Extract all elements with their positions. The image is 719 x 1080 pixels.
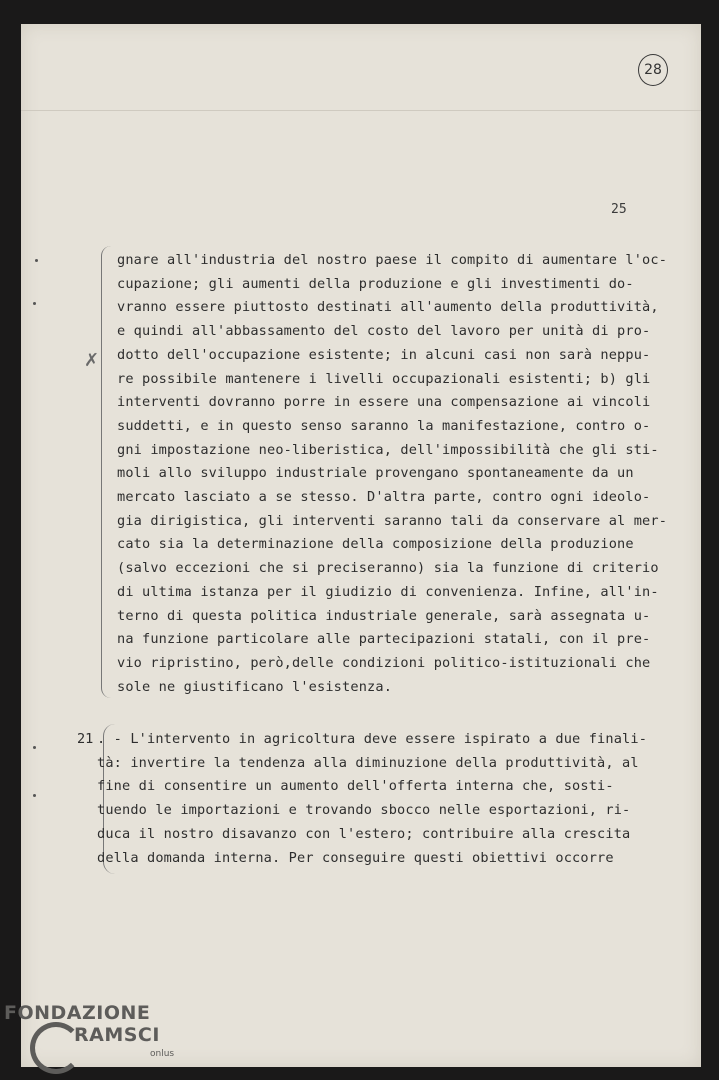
fondazione-gramsci-watermark: FONDAZIONE RAMSCI onlus (4, 1000, 184, 1080)
text-line: mercato lasciato a se stesso. D'altra parte, contro ogni ideolo- (117, 489, 651, 505)
text-line: duca il nostro disavanzo con l'estero; contribuire alla crescita (97, 825, 631, 842)
paragraph-number: 21 (77, 731, 94, 747)
text-line: . - L'intervento in agricoltura deve essere ispirato a due finali- (97, 731, 648, 747)
page-fold-line (21, 110, 701, 111)
margin-bracket (101, 246, 114, 698)
page-number: 25 (611, 202, 627, 217)
text-line: cato sia la determinazione della composizione della produzione (117, 536, 634, 553)
archive-page-number: 28 (638, 54, 668, 86)
margin-dot (33, 746, 36, 749)
margin-cross-mark: ✗ (84, 350, 100, 371)
document-page (21, 24, 701, 1067)
margin-dot (33, 302, 36, 305)
text-line: e quindi all'abbassamento del costo del lavoro per unità di pro- (117, 323, 651, 340)
margin-dot (33, 794, 36, 797)
text-line: (salvo eccezioni che si preciseranno) sia la funzione di criterio (117, 560, 659, 577)
text-line: tà: invertire la tendenza alla diminuzione della produttività, al (97, 754, 639, 771)
text-line: interventi dovranno porre in essere una compensazione ai vincoli (117, 394, 651, 411)
text-line: tuendo le importazioni e trovando sbocco nelle esportazioni, ri- (97, 802, 631, 819)
text-line: vio ripristino, però,delle condizioni politico-istituzionali che (117, 654, 651, 671)
text-line: sole ne giustificano l'esistenza. (117, 678, 393, 695)
text-line: di ultima istanza per il giudizio di convenienza. Infine, all'in- (117, 583, 659, 600)
text-line: della domanda interna. Per conseguire questi obiettivi occorre (97, 849, 614, 866)
text-line: gnare all'industria del nostro paese il compito di aumentare l'oc- (117, 252, 668, 268)
text-line: re possibile mantenere i livelli occupazionali esistenti; b) gli (117, 370, 651, 387)
text-line: cupazione; gli aumenti della produzione e gli investimenti do- (117, 275, 634, 292)
text-line: suddetti, e in questo senso saranno la manifestazione, contro o- (117, 417, 651, 434)
text-line: gia dirigistica, gli interventi saranno tali da conservare al mer- (117, 512, 668, 529)
text-line: moli allo sviluppo industriale provengano spontaneamente da un (117, 465, 634, 482)
text-line: na funzione particolare alle partecipazioni statali, con il pre- (117, 631, 651, 648)
text-line: terno di questa politica industriale generale, sarà assegnata u- (117, 607, 651, 624)
text-line: vranno essere piuttosto destinati all'aumento della produttività, (117, 299, 659, 316)
text-line: gni impostazione neo-liberistica, dell'impossibilità che gli sti- (117, 441, 659, 458)
margin-dot (35, 259, 38, 262)
text-line: dotto dell'occupazione esistente; in alcuni casi non sarà neppu- (117, 346, 651, 363)
text-line: fine di consentire un aumento dell'offerta interna che, sosti- (97, 778, 614, 795)
